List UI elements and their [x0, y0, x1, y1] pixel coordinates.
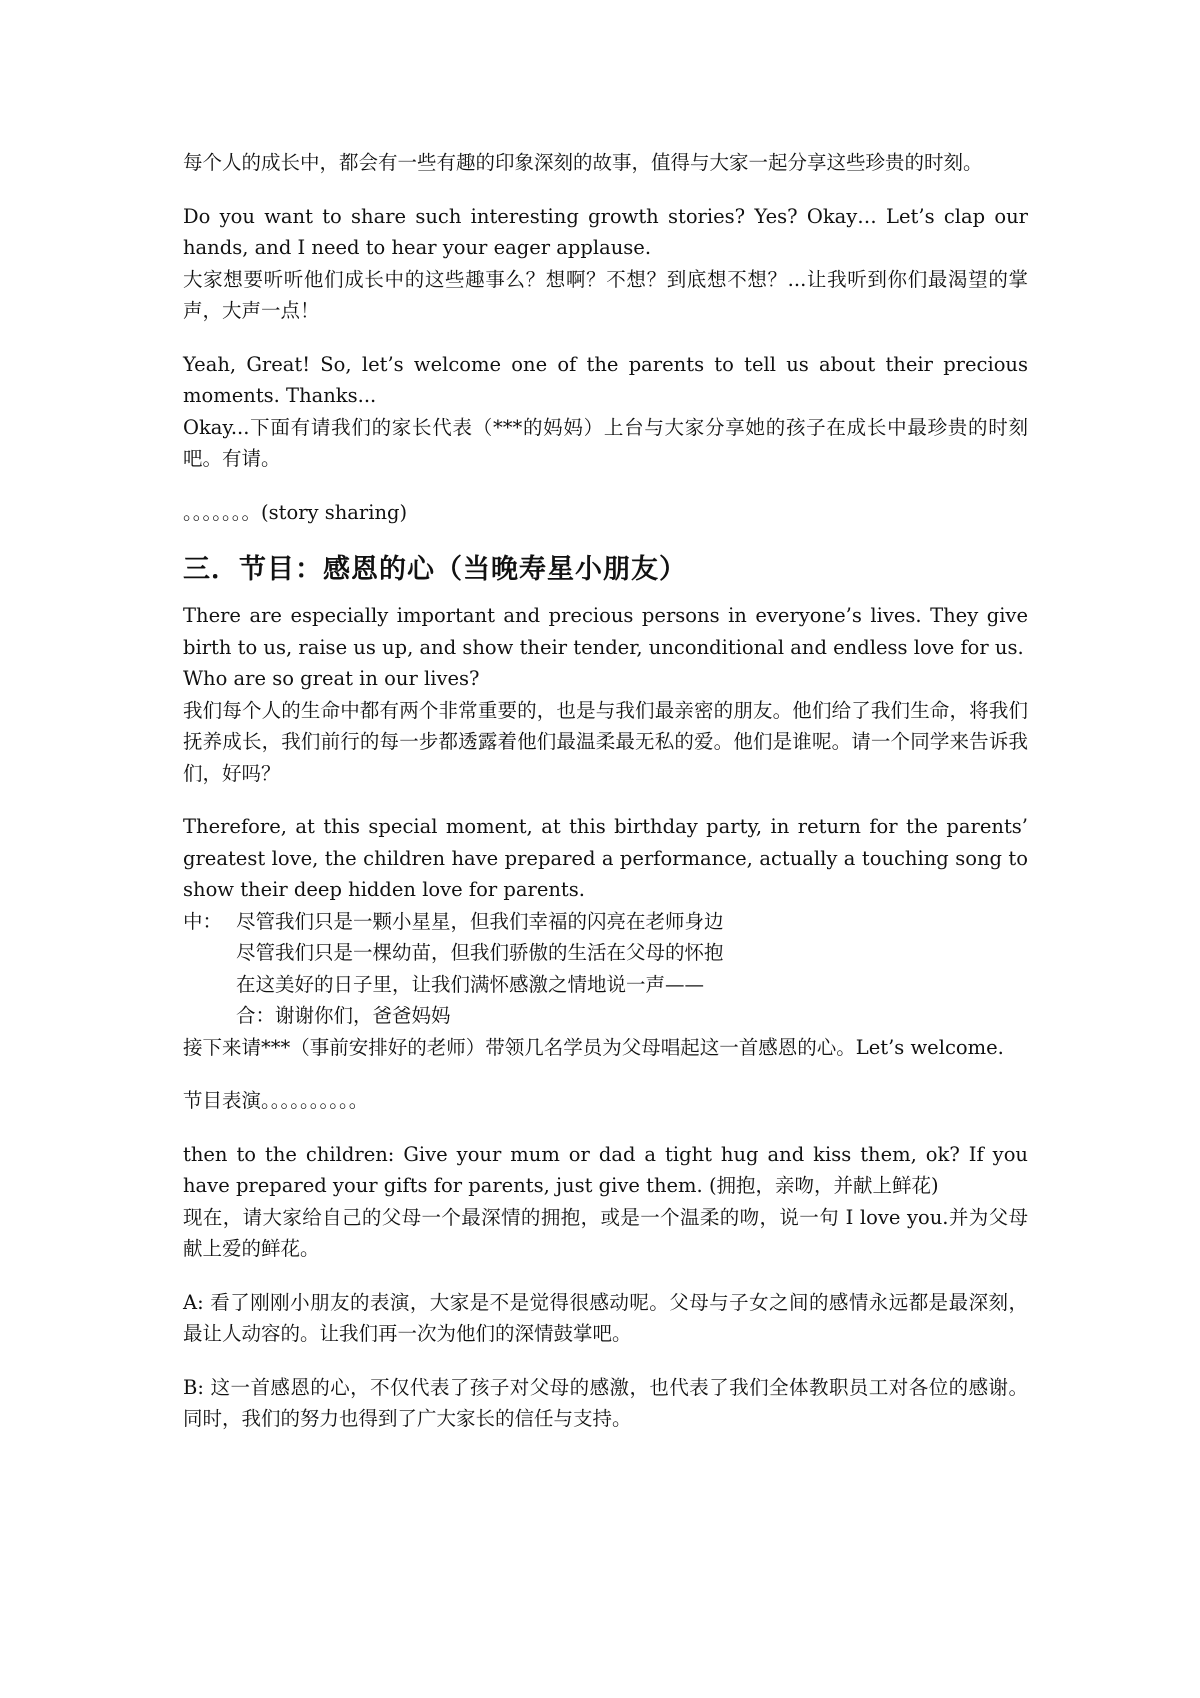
- intro-paragraph: 每个人的成长中，都会有一些有趣的印象深刻的故事，值得与大家一起分享这些珍贵的时刻。: [183, 151, 983, 174]
- verse-speaker-label: 中：: [183, 909, 223, 933]
- share-paragraph-en: Do you want to share such interesting growth stories? Yes? Okay… Let’s clap our hands, and I need to hear your eager applause.: [183, 204, 1028, 259]
- verse-line: 合：谢谢你们，爸爸妈妈: [236, 1004, 451, 1027]
- share-paragraph-cn: 大家想要听听他们成长中的这些趣事么？想啊？不想？到底想不想？...让我听到你们最渴望的掌声，大声一点！: [183, 267, 1028, 322]
- therefore-paragraph-en: Therefore, at this special moment, at this birthday party, in return for the parents’ greatest love, the children have prepared a performance, actually a touching song to show their deep hidden love for parents.: [183, 815, 1028, 901]
- section-heading: 三．节目：感恩的心（当晚寿星小朋友）: [183, 554, 687, 585]
- verse-first-line: [183, 906, 1028, 938]
- persons-paragraph-cn: 我们每个人的生命中都有两个非常重要的，也是与我们最亲密的朋友。他们给了我们生命，将我们抚养成长，我们前行的每一步都透露着他们最温柔最无私的爱。他们是谁呢。请一个同学来告诉我们，好吗？: [183, 698, 1028, 785]
- verse-line: 尽管我们只是一颗小星星，但我们幸福的闪亮在老师身边: [236, 909, 724, 933]
- document-body: [183, 147, 1028, 1435]
- verse-line: 在这美好的日子里，让我们满怀感激之情地说一声——: [236, 972, 705, 996]
- welcome-paragraph-en: Yeah, Great! So, let’s welcome one of the parents to tell us about their precious moments. Thanks...: [183, 352, 1028, 407]
- spacer: [183, 475, 1028, 497]
- host-b-remark: B: 这一首感恩的心，不仅代表了孩子对父母的感激，也代表了我们全体教职员工对各位的感谢。同时，我们的努力也得到了广大家长的信任与支持。: [183, 1375, 1028, 1430]
- hug-paragraph-en: then to the children: Give your mum or dad a tight hug and kiss them, ok? If you have prepared your gifts for parents, just give them. (拥抱，亲吻，并献上鲜花): [183, 1142, 1028, 1197]
- spacer: [183, 1265, 1028, 1287]
- spacer: [183, 789, 1028, 811]
- invite-paragraph-cn: 接下来请***（事前安排好的老师）带领几名学员为父母唱起这一首感恩的心。Let’s welcome.: [183, 1035, 1004, 1059]
- hug-paragraph-cn: 现在，请大家给自己的父母一个最深情的拥抱，或是一个温柔的吻，说一句 I love you.并为父母献上爱的鲜花。: [183, 1205, 1028, 1260]
- spacer: [183, 1117, 1028, 1139]
- question-line-en: Who are so great in our lives?: [183, 667, 480, 690]
- host-a-remark: A: 看了刚刚小朋友的表演，大家是不是觉得很感动呢。父母与子女之间的感情永远都是最深刻，最让人动容的。让我们再一次为他们的深情鼓掌吧。: [183, 1290, 1028, 1345]
- verse-line: 尽管我们只是一棵幼苗，但我们骄傲的生活在父母的怀抱: [236, 941, 724, 964]
- performance-line: 节目表演。。。。。。。。。。: [183, 1089, 369, 1112]
- spacer: [183, 327, 1028, 349]
- persons-paragraph-en: There are especially important and precious persons in everyone’s lives. They give birth to us, raise us up, and show their tender, unconditional and endless love for us.: [183, 604, 1028, 659]
- spacer: [183, 179, 1028, 201]
- story-sharing-line: 。。。。。。。(story sharing): [183, 500, 408, 524]
- spacer: [183, 1063, 1028, 1085]
- welcome-paragraph-cn: Okay...下面有请我们的家长代表（***的妈妈）上台与大家分享她的孩子在成长中最珍贵的时刻吧。有请。: [183, 415, 1028, 470]
- spacer: [183, 1350, 1028, 1372]
